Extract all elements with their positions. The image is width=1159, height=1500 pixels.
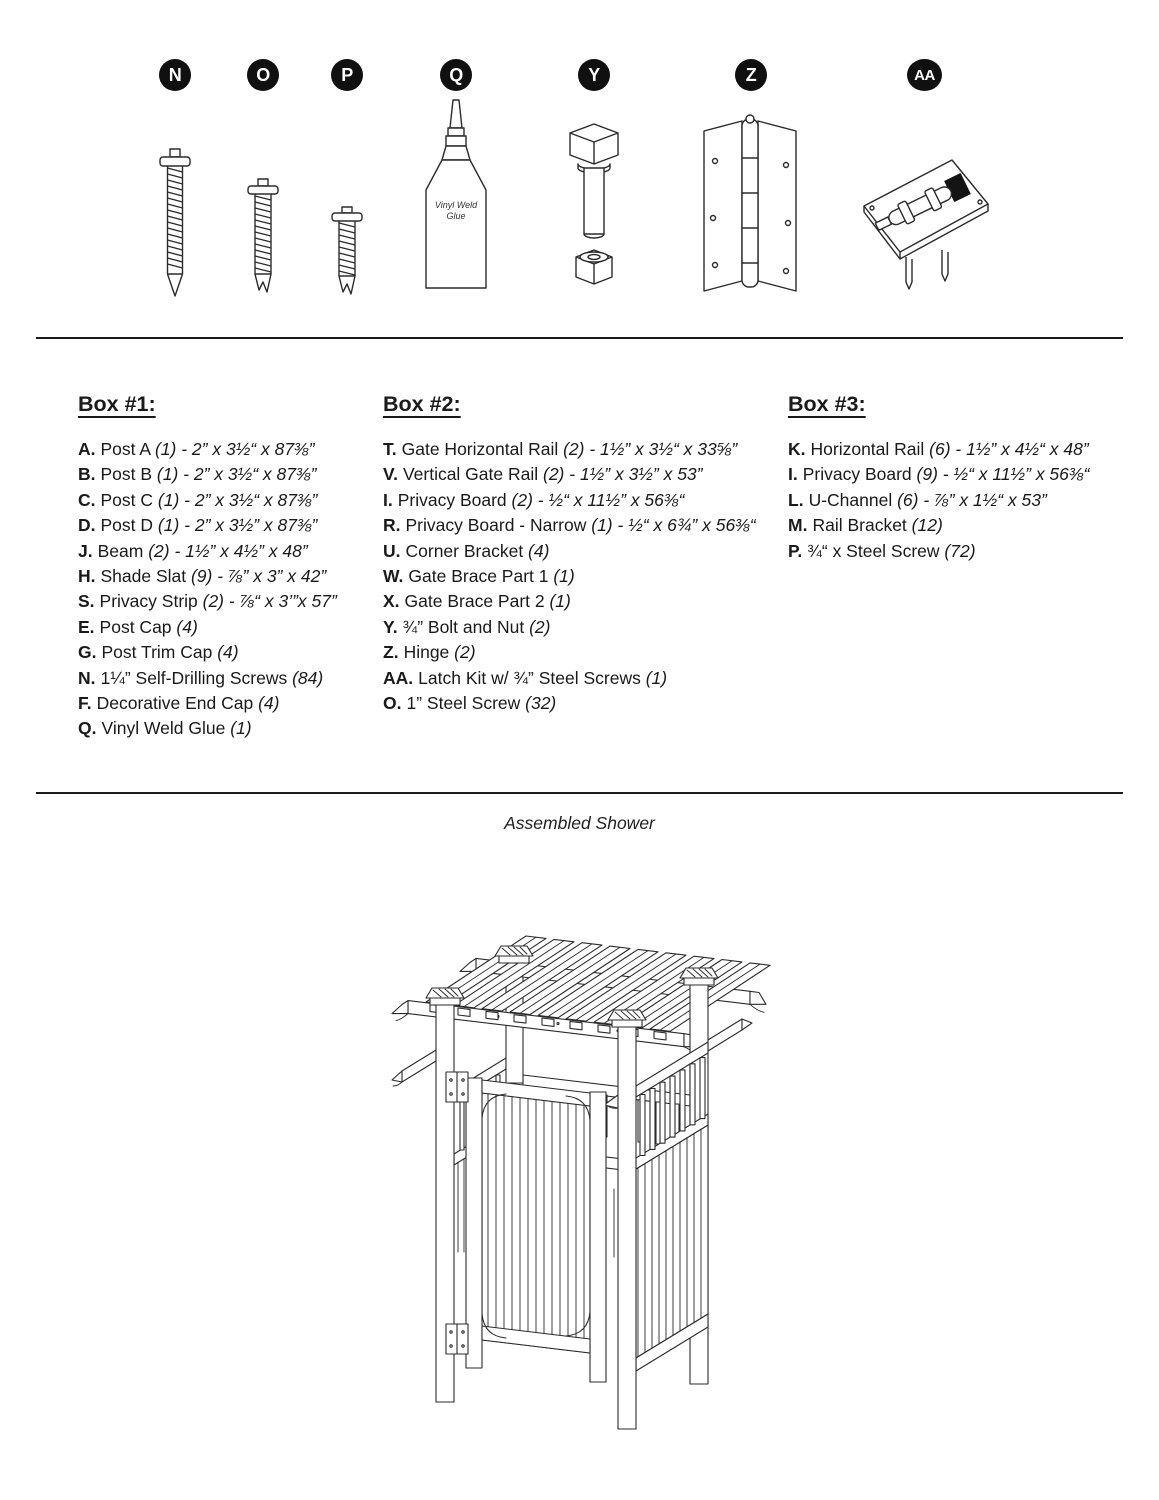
glue-label-line2: Glue — [446, 211, 466, 221]
part-detail: (1) - ½“ x 6¾” x 56⅜“ — [591, 515, 756, 536]
part-letter: X. — [383, 591, 400, 612]
bolt-and-nut-icon — [564, 122, 624, 302]
part-list-item — [78, 615, 408, 640]
assembled-shower-illustration — [378, 922, 788, 1447]
part-letter: P. — [788, 540, 803, 561]
part-detail: (72) — [944, 540, 976, 561]
top-divider — [36, 337, 1123, 339]
part-name: Beam — [97, 540, 149, 561]
part-detail: (1) — [230, 718, 252, 739]
part-letter: Z. — [383, 642, 399, 663]
illustration-caption: Assembled Shower — [504, 813, 655, 833]
box1-title: Box #1: — [78, 392, 156, 416]
part-badge-y: Y — [578, 59, 610, 91]
part-list-item — [78, 488, 408, 513]
part-name: Horizontal Rail — [810, 439, 930, 459]
part-list-item — [78, 539, 408, 564]
shade-slats — [426, 936, 770, 1040]
hinge-icon — [698, 113, 803, 298]
part-name: Privacy Board — [802, 464, 917, 485]
part-detail: (1) — [645, 667, 668, 688]
part-badge-q: Q — [440, 59, 472, 91]
part-list-item — [78, 513, 408, 538]
part-name: Privacy Board - Narrow — [405, 515, 592, 536]
part-letter: E. — [78, 616, 95, 637]
part-detail: (4) — [528, 540, 550, 561]
part-detail: (4) — [217, 642, 239, 663]
part-badge-p: P — [331, 59, 363, 91]
part-name: Latch Kit w/ ¾” Steel Screws — [418, 667, 646, 688]
part-detail: (2) — [454, 642, 476, 663]
part-list-item — [383, 539, 783, 564]
long-self-drilling-screw-icon — [152, 148, 198, 298]
part-detail: (9) - ⅞” x 3” x 42” — [190, 566, 327, 587]
part-list-item — [383, 691, 783, 716]
part-letter: T. — [383, 439, 397, 459]
gate — [466, 1078, 606, 1382]
part-list-item — [788, 513, 1158, 538]
part-badge-z: Z — [735, 59, 767, 91]
part-name: Decorative End Cap — [96, 693, 259, 714]
part-detail: (1) - 2” x 3½” x 87⅜” — [157, 515, 318, 536]
part-letter: B. — [78, 464, 96, 485]
part-letter: S. — [78, 591, 95, 612]
part-name: 1¼” Self-Drilling Screws — [100, 667, 293, 688]
part-letter: I. — [788, 464, 798, 485]
part-list-item — [383, 513, 783, 538]
part-letter: C. — [78, 489, 96, 510]
part-detail: (1) - 2” x 3½“ x 87⅜” — [156, 464, 317, 485]
part-list-item — [78, 640, 408, 665]
part-letter: A. — [78, 439, 96, 459]
part-detail: (12) — [911, 515, 943, 536]
part-letter: J. — [78, 540, 93, 561]
part-name: Hinge — [403, 642, 455, 663]
part-name: Post D — [100, 515, 158, 536]
part-letter: L. — [788, 489, 804, 510]
part-detail: (2) - ⅞“ x 3’”x 57” — [202, 591, 337, 612]
part-detail: (4) — [176, 616, 198, 637]
part-detail: (1) — [549, 591, 571, 612]
part-name: Gate Brace Part 2 — [404, 591, 550, 612]
part-list-item — [383, 488, 783, 513]
part-name: Post Trim Cap — [101, 642, 218, 663]
front-left-post-cap — [426, 988, 464, 1005]
part-letter: W. — [383, 566, 404, 587]
part-list-item — [78, 564, 408, 589]
part-list-item — [78, 589, 408, 614]
medium-self-drilling-screw-icon — [242, 178, 284, 298]
part-name: Privacy Strip — [99, 591, 203, 612]
box2-list — [383, 437, 783, 716]
part-list-item — [788, 462, 1158, 487]
right-rail-back-stub — [708, 1019, 752, 1051]
part-name: Gate Brace Part 1 — [408, 566, 554, 587]
part-detail: (2) - 1½” x 4½” x 48” — [148, 540, 308, 561]
part-detail: (6) - 1½” x 4½“ x 48” — [929, 439, 1089, 459]
part-list-item — [383, 666, 783, 691]
part-name: U-Channel — [808, 489, 898, 510]
short-self-drilling-screw-icon — [327, 206, 367, 298]
part-letter: O. — [383, 693, 402, 714]
part-letter: D. — [78, 515, 96, 536]
part-list-item — [788, 539, 1158, 564]
part-letter: R. — [383, 515, 401, 536]
part-name: Vinyl Weld Glue — [101, 718, 231, 739]
glue-bottle-icon — [420, 98, 492, 294]
part-list-item — [78, 462, 408, 487]
part-name: Gate Horizontal Rail — [401, 439, 564, 459]
part-detail: (32) — [525, 693, 557, 714]
part-letter: K. — [788, 439, 806, 459]
part-letter: N. — [78, 667, 96, 688]
part-list-item — [383, 564, 783, 589]
part-letter: F. — [78, 693, 92, 714]
part-letter: I. — [383, 489, 393, 510]
part-letter: M. — [788, 515, 808, 536]
middle-divider — [36, 792, 1123, 794]
part-name: Post C — [100, 489, 158, 510]
part-name: Post Cap — [99, 616, 177, 637]
gate-hinge-top — [446, 1072, 468, 1102]
gate-hinge-bottom — [446, 1324, 468, 1354]
part-list-item — [383, 437, 783, 462]
part-list-item — [78, 437, 408, 462]
part-name: ¾” Bolt and Nut — [402, 616, 530, 637]
part-badge-o: O — [247, 59, 279, 91]
part-detail: (4) — [258, 693, 280, 714]
part-name: Rail Bracket — [812, 515, 912, 536]
part-letter: V. — [383, 464, 398, 485]
part-list-item — [78, 716, 408, 741]
part-name: ¾“ x Steel Screw — [807, 540, 945, 561]
part-list-item — [383, 462, 783, 487]
box1-list — [78, 437, 408, 742]
part-list-item — [78, 666, 408, 691]
front-right-post — [618, 1027, 636, 1429]
part-list-item — [383, 589, 783, 614]
part-detail: (1) - 2” x 3½“ x 87⅜” — [157, 489, 318, 510]
part-letter: H. — [78, 566, 96, 587]
glue-label-line1: Vinyl Weld — [434, 200, 478, 210]
part-detail: (2) — [529, 616, 551, 637]
part-name: Post B — [100, 464, 157, 485]
box1-column — [78, 392, 408, 742]
part-name: Post A — [100, 439, 155, 459]
box2-column — [383, 392, 783, 716]
part-detail: (6) - ⅞” x 1½“ x 53” — [897, 489, 1047, 510]
part-name: Vertical Gate Rail — [402, 464, 543, 485]
part-letter: AA. — [383, 667, 414, 688]
part-detail: (1) — [553, 566, 575, 587]
part-badge-aa: AA — [907, 59, 942, 91]
part-letter: Y. — [383, 616, 398, 637]
front-right-post-cap — [608, 1010, 646, 1027]
box3-list — [788, 437, 1158, 564]
part-name: Privacy Board — [397, 489, 512, 510]
back-left-post-cap — [495, 946, 533, 963]
left-rail-front-stub — [392, 1050, 436, 1086]
part-name: Corner Bracket — [405, 540, 529, 561]
part-detail: (84) — [292, 667, 324, 688]
part-list-item — [78, 691, 408, 716]
part-name: 1” Steel Screw — [406, 693, 526, 714]
part-detail: (2) - 1½” x 3½” x 53” — [543, 464, 703, 485]
part-letter: G. — [78, 642, 97, 663]
box3-column — [788, 392, 1158, 564]
part-list-item — [383, 615, 783, 640]
part-detail: (1) - 2” x 3½“ x 87⅜” — [154, 439, 315, 459]
part-list-item — [383, 640, 783, 665]
box3-title: Box #3: — [788, 392, 866, 416]
part-letter: Q. — [78, 718, 97, 739]
box2-title: Box #2: — [383, 392, 461, 416]
part-detail: (9) - ½“ x 11½” x 56⅜“ — [916, 464, 1090, 485]
latch-kit-icon — [856, 142, 996, 302]
part-detail: (2) - ½“ x 11½” x 56⅜“ — [511, 489, 685, 510]
part-badge-n: N — [159, 59, 191, 91]
part-name: Shade Slat — [100, 566, 191, 587]
part-letter: U. — [383, 540, 401, 561]
part-list-item — [788, 437, 1158, 462]
back-right-post-cap — [680, 968, 718, 985]
part-list-item — [788, 488, 1158, 513]
part-detail: (2) - 1½” x 3½“ x 33⅝” — [563, 439, 738, 459]
